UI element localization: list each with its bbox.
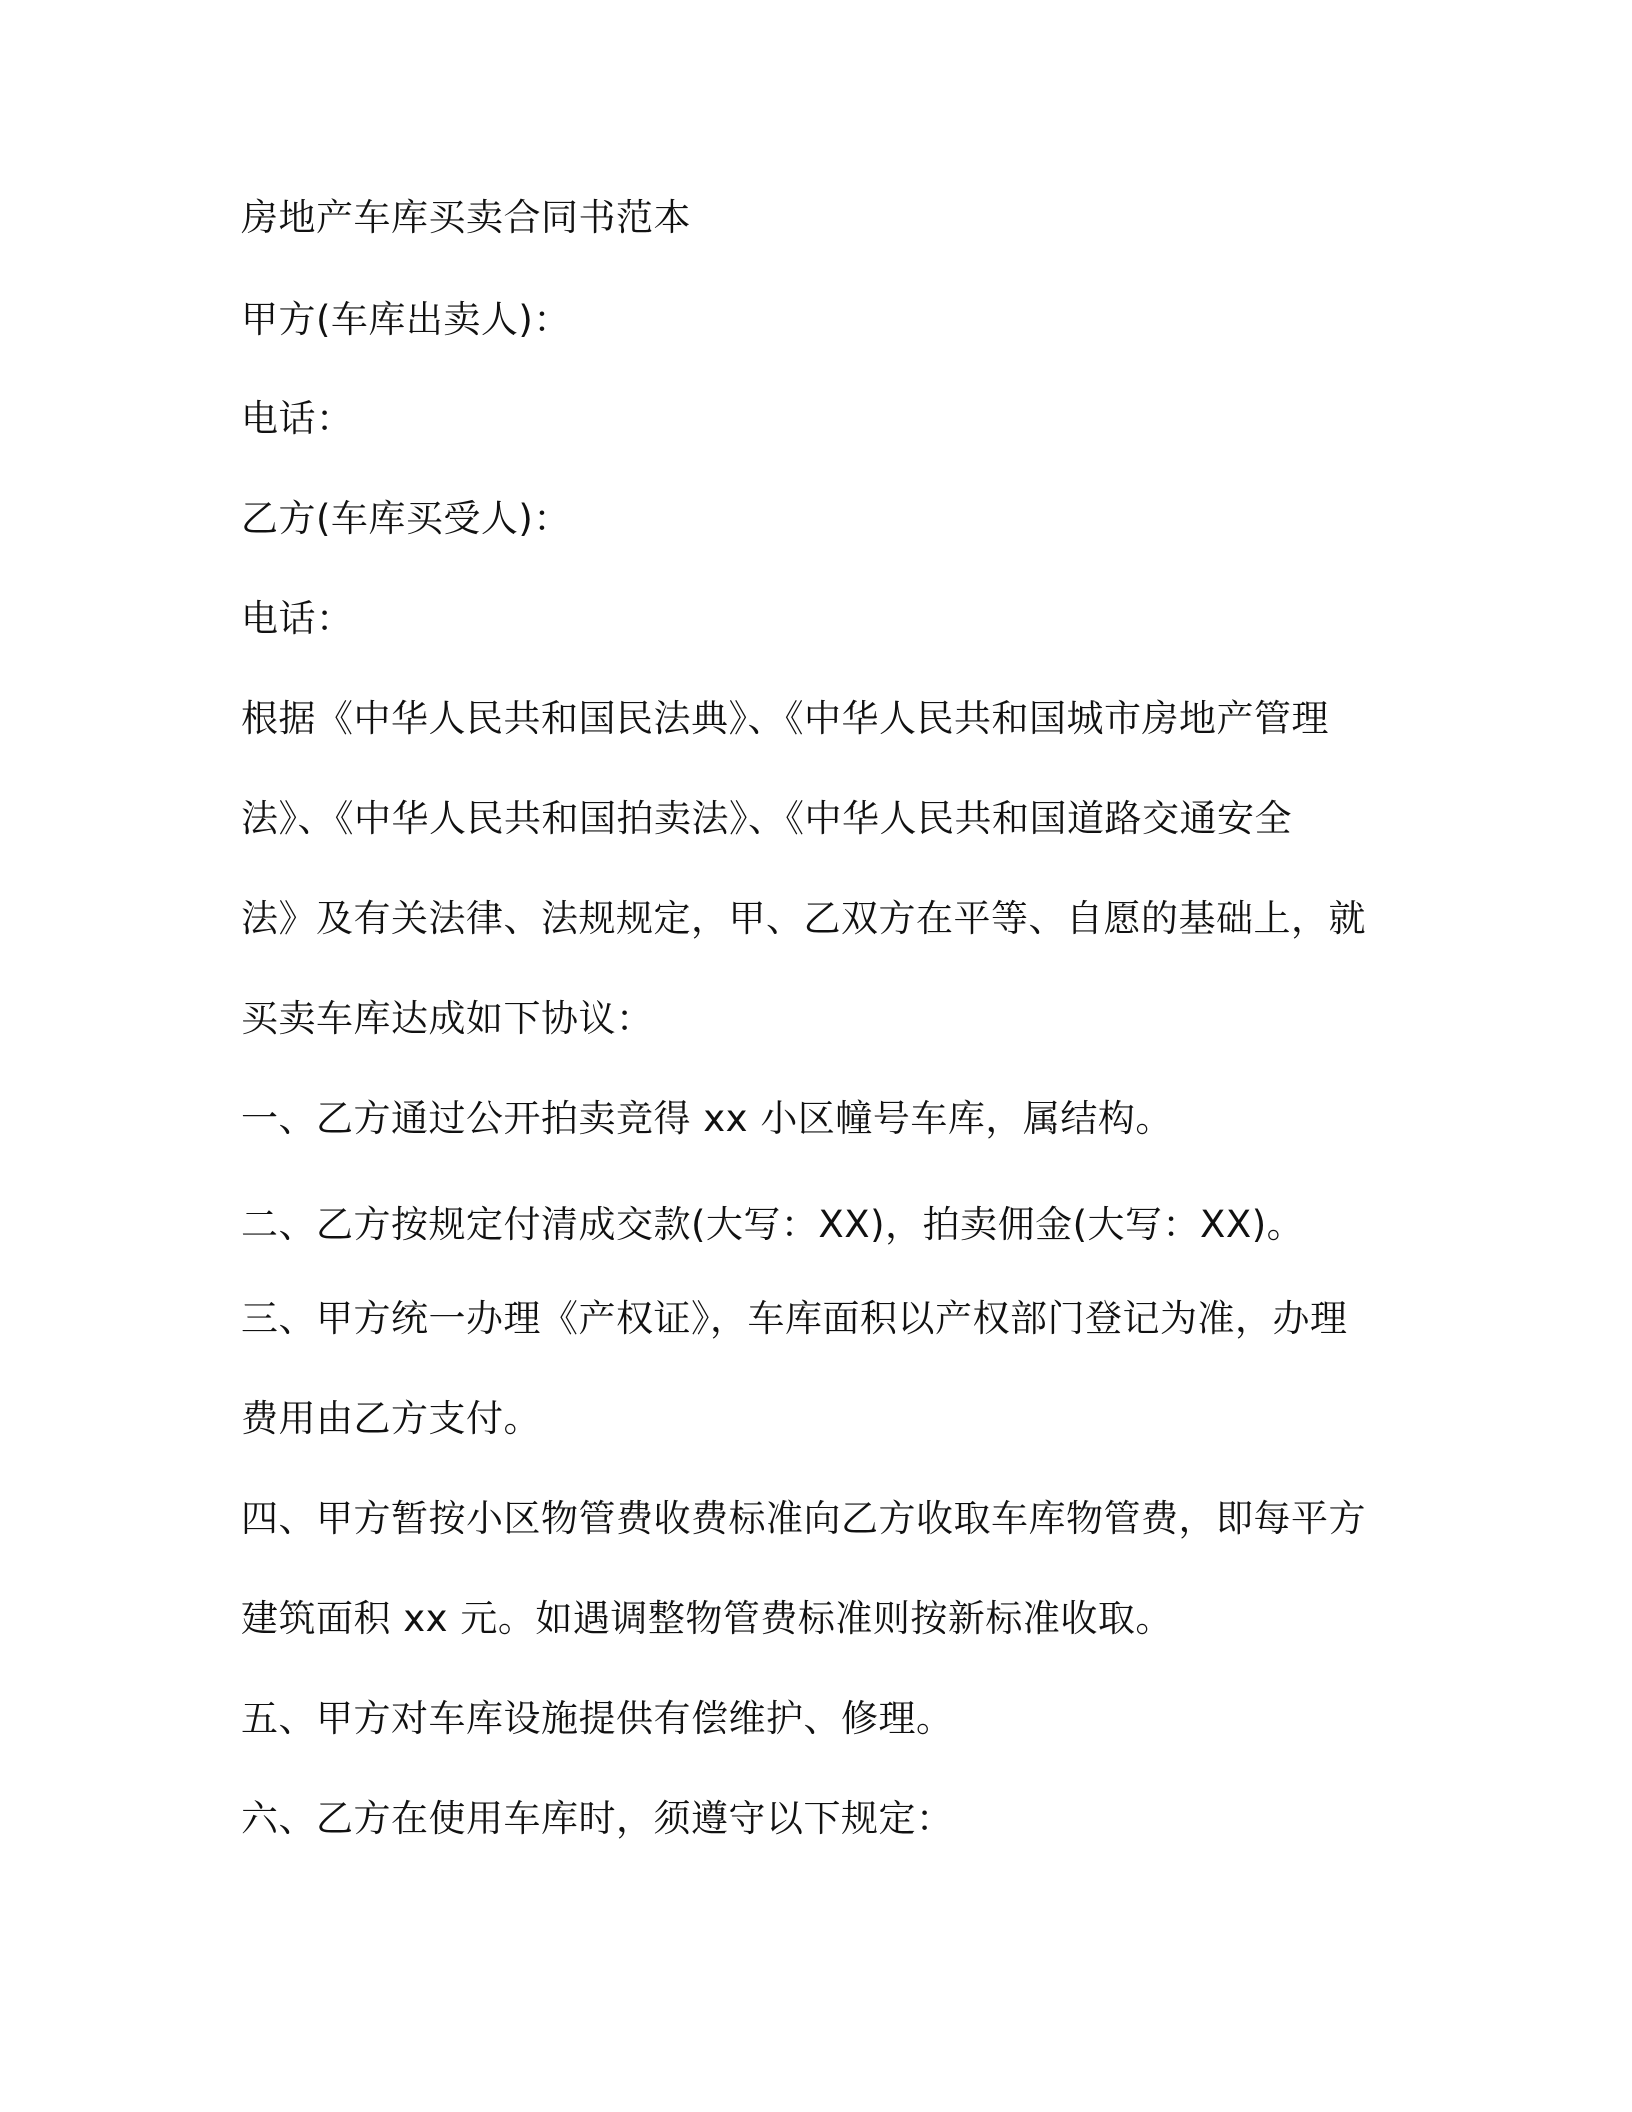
preamble-line: 根据《中华人民共和国民法典》、《中华人民共和国城市房地产管理 [241, 697, 1329, 740]
party-b-label: 乙方(车库买受人)： [241, 497, 571, 540]
clause-3-line: 三、甲方统一办理《产权证》，车库面积以产权部门登记为准，办理 [241, 1297, 1348, 1340]
party-b-phone: 电话： [241, 597, 354, 640]
clause-2: 二、乙方按规定付清成交款(大写：XX)，拍卖佣金(大写：XX)。 [241, 1203, 1305, 1246]
clause-1: 一、乙方通过公开拍卖竞得 xx 小区幢号车库，属结构。 [241, 1097, 1173, 1140]
preamble-line: 法》、《中华人民共和国拍卖法》、《中华人民共和国道路交通安全 [241, 797, 1292, 840]
clause-4-line: 建筑面积 xx 元。如遇调整物管费标准则按新标准收取。 [241, 1597, 1173, 1640]
document-title: 房地产车库买卖合同书范本 [241, 196, 691, 239]
preamble-line: 买卖车库达成如下协议： [241, 997, 654, 1040]
clause-3-line: 费用由乙方支付。 [241, 1397, 541, 1440]
party-a-label: 甲方(车库出卖人)： [241, 298, 571, 341]
preamble-line: 法》及有关法律、法规规定，甲、乙双方在平等、自愿的基础上，就 [241, 897, 1366, 940]
clause-4-line: 四、甲方暂按小区物管费收费标准向乙方收取车库物管费，即每平方 [241, 1497, 1366, 1540]
clause-5: 五、甲方对车库设施提供有偿维护、修理。 [241, 1697, 954, 1740]
party-a-phone: 电话： [241, 397, 354, 440]
clause-6: 六、乙方在使用车库时，须遵守以下规定： [241, 1797, 954, 1840]
